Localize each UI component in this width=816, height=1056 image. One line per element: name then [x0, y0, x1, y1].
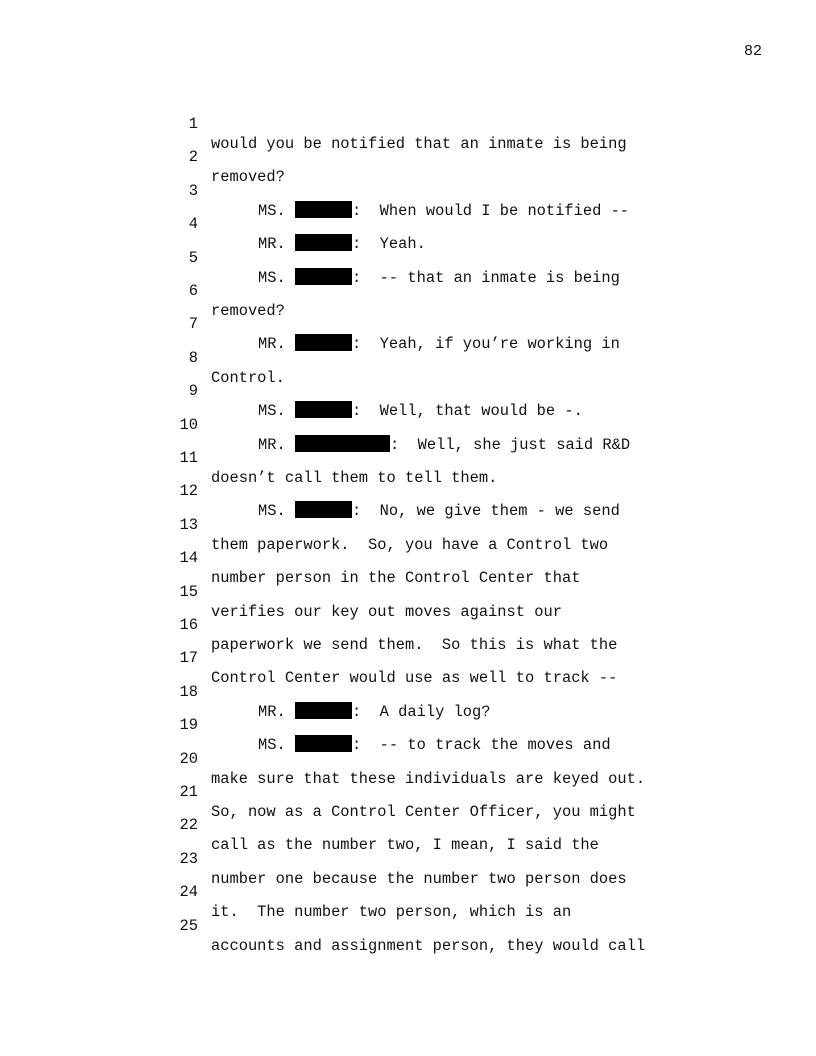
line-number: 12 [179, 482, 198, 501]
transcript-line [0, 294, 816, 354]
speaker-title: MR. [258, 335, 286, 354]
transcript-line [0, 528, 816, 588]
line-text: number one because the number two person does [211, 869, 627, 888]
transcript-line [0, 729, 816, 788]
transcript-line [0, 328, 816, 387]
transcript-line [0, 228, 816, 287]
line-number: 3 [188, 181, 198, 200]
speaker-title: MS. [258, 736, 286, 755]
line-number: 17 [179, 649, 198, 668]
line-number: 14 [179, 549, 198, 568]
transcript-line [0, 795, 816, 855]
speaker-title: MS. [258, 502, 286, 521]
transcript-line [0, 361, 816, 421]
line-number: 18 [179, 682, 198, 701]
line-text: verifies our key out moves against our [211, 602, 562, 621]
line-number: 4 [188, 215, 198, 234]
line-number: 11 [179, 449, 198, 467]
line-text: removed? [211, 168, 285, 187]
line-text: : No, we give them - we send [351, 502, 620, 521]
transcript-line [0, 194, 816, 254]
transcript-line [0, 628, 816, 688]
page-number: 82 [743, 43, 762, 60]
line-text: removed? [211, 302, 285, 320]
line-number: 13 [179, 515, 198, 534]
transcript-line [0, 896, 816, 955]
speaker-title: MS. [258, 268, 286, 287]
line-number: 25 [179, 916, 198, 935]
line-text: would you be notified that an inmate is being [211, 135, 627, 153]
line-text: them paperwork. So, you have a Control two [211, 535, 609, 554]
line-text: : Yeah. [351, 235, 426, 254]
line-number: 24 [179, 883, 198, 902]
line-number: 9 [188, 382, 198, 401]
line-number: 2 [188, 148, 198, 167]
line-text: make sure that these individuals are keyed out. [211, 769, 646, 788]
transcript-line [0, 695, 816, 755]
line-text: accounts and assignment person, they would call [211, 936, 646, 955]
line-text: number person in the Control Center that [211, 569, 581, 588]
transcript-line [0, 94, 816, 153]
transcript-line [0, 662, 816, 721]
line-text: : Well, that would be -. [351, 402, 583, 421]
speaker-title: MS. [258, 402, 286, 421]
line-text: it. The number two person, which is an [211, 903, 572, 922]
transcript-line [0, 495, 816, 554]
transcript-line [0, 428, 816, 487]
line-number: 7 [188, 315, 198, 334]
transcript-line [0, 595, 816, 654]
transcript-line [0, 261, 816, 320]
line-text: : Yeah, if you’re working in [351, 335, 620, 354]
line-text: call as the number two, I mean, I said the [211, 836, 599, 855]
line-text: doesn’t call them to tell them. [211, 469, 498, 487]
line-number: 21 [179, 783, 198, 801]
transcript-line [0, 461, 816, 521]
transcript-line [0, 161, 816, 220]
line-number: 19 [179, 716, 198, 735]
line-number: 20 [179, 749, 198, 768]
line-number: 6 [188, 282, 198, 300]
line-number: 8 [188, 348, 198, 367]
line-number: 23 [179, 849, 198, 868]
line-number: 10 [179, 415, 198, 434]
line-number: 15 [179, 582, 198, 601]
speaker-title: MR. [258, 435, 286, 454]
line-number: 5 [188, 248, 198, 267]
transcript-line [0, 862, 816, 922]
line-text: Control. [211, 368, 285, 387]
transcript-line [0, 829, 816, 888]
line-number: 16 [179, 616, 198, 634]
line-text: : A daily log? [351, 702, 491, 721]
line-text: Control Center would use as well to track -- [211, 669, 618, 688]
line-text: : Well, she just said R&D [389, 435, 631, 454]
line-number: 1 [188, 115, 198, 133]
transcript-line [0, 762, 816, 821]
line-number: 22 [179, 816, 198, 835]
speaker-title: MR. [258, 235, 286, 254]
transcript-line [0, 127, 816, 187]
line-text: : -- to track the moves and [351, 736, 611, 755]
line-text: So, now as a Control Center Officer, you might [211, 803, 636, 821]
speaker-title: MR. [258, 702, 286, 721]
line-text: : -- that an inmate is being [351, 268, 620, 287]
speaker-title: MS. [258, 201, 286, 220]
line-text: paperwork we send them. So this is what the [211, 636, 618, 654]
line-text: : When would I be notified -- [351, 201, 630, 220]
transcript-line [0, 395, 816, 454]
transcript-line [0, 562, 816, 621]
